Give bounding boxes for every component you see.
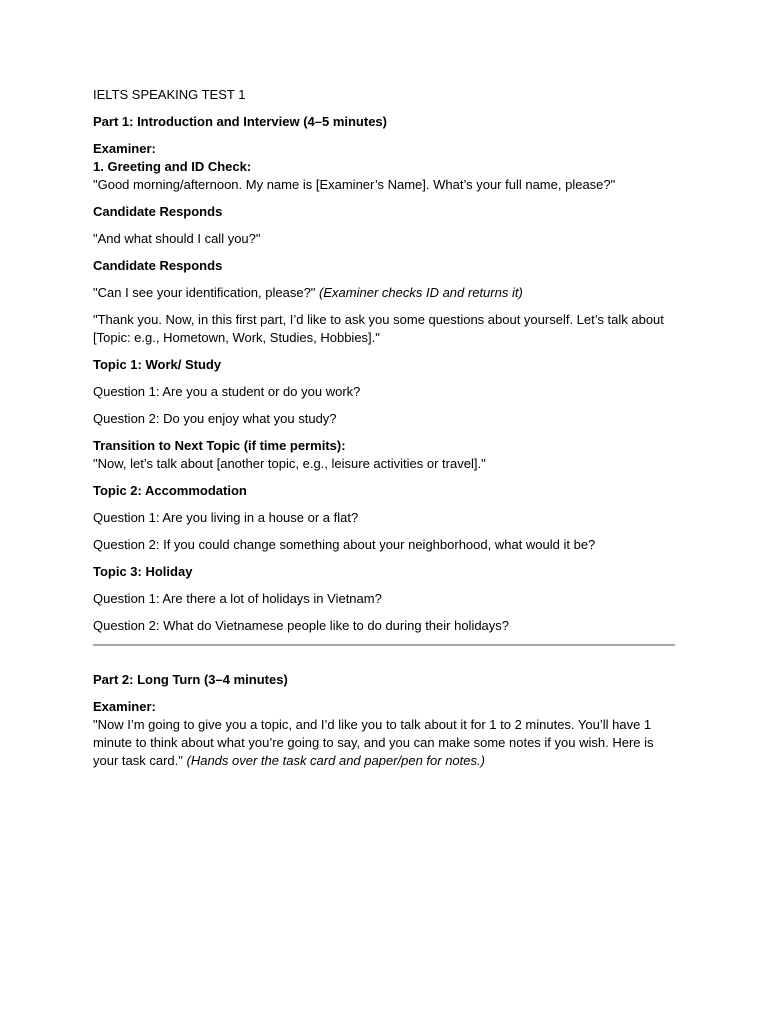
candidate-responds: Candidate Responds xyxy=(93,204,223,219)
transition-line: "Now, let’s talk about [another topic, e.g., leisure activities or travel]." xyxy=(93,456,486,471)
part2-instructions-note: (Hands over the task card and paper/pen for notes.) xyxy=(186,753,485,768)
intro-questions: "Thank you. Now, in this first part, I’d like to ask you some questions about yourself. Let’s talk about [Topic: e.g., Hometown, Work, Studies, Hobbies]." xyxy=(93,312,664,345)
topic3-question1: Question 1: Are there a lot of holidays in Vietnam? xyxy=(93,591,382,606)
part2-examiner-block xyxy=(93,698,675,770)
id-request-line xyxy=(93,284,675,302)
section-divider xyxy=(93,644,675,646)
topic2-heading: Topic 2: Accommodation xyxy=(93,483,247,498)
document-title: IELTS SPEAKING TEST 1 xyxy=(93,87,246,102)
part1-examiner-block xyxy=(93,140,675,194)
greeting-line: "Good morning/afternoon. My name is [Examiner’s Name]. What’s your full name, please?" xyxy=(93,177,616,192)
topic1-question2: Question 2: Do you enjoy what you study? xyxy=(93,411,337,426)
part2-heading: Part 2: Long Turn (3–4 minutes) xyxy=(93,672,288,687)
transition-heading: Transition to Next Topic (if time permits): xyxy=(93,438,346,453)
id-note: (Examiner checks ID and returns it) xyxy=(319,285,523,300)
topic3-heading: Topic 3: Holiday xyxy=(93,564,193,579)
topic1-question1: Question 1: Are you a student or do you work? xyxy=(93,384,361,399)
topic2-question1: Question 1: Are you living in a house or a flat? xyxy=(93,510,359,525)
topic1-heading: Topic 1: Work/ Study xyxy=(93,357,222,372)
id-request: "Can I see your identification, please?" xyxy=(93,285,316,300)
part1-heading: Part 1: Introduction and Interview (4–5 minutes) xyxy=(93,114,387,129)
part2-instructions-line xyxy=(93,716,675,770)
transition-block xyxy=(93,437,675,473)
document-page xyxy=(93,86,675,779)
examiner-label: Examiner: xyxy=(93,141,156,156)
greeting-heading: 1. Greeting and ID Check: xyxy=(93,159,252,174)
part2-instructions: "Now I’m going to give you a topic, and I’d like you to talk about it for 1 to 2 minutes. You’ll have 1 minute to think about what you’re going to say, and you can make some notes if you wish. Here is your task card." xyxy=(93,717,654,768)
call-you-question: "And what should I call you?" xyxy=(93,231,261,246)
examiner-label: Examiner: xyxy=(93,699,156,714)
topic2-question2: Question 2: If you could change something about your neighborhood, what would it be? xyxy=(93,537,596,552)
topic3-question2: Question 2: What do Vietnamese people like to do during their holidays? xyxy=(93,618,510,633)
candidate-responds: Candidate Responds xyxy=(93,258,223,273)
